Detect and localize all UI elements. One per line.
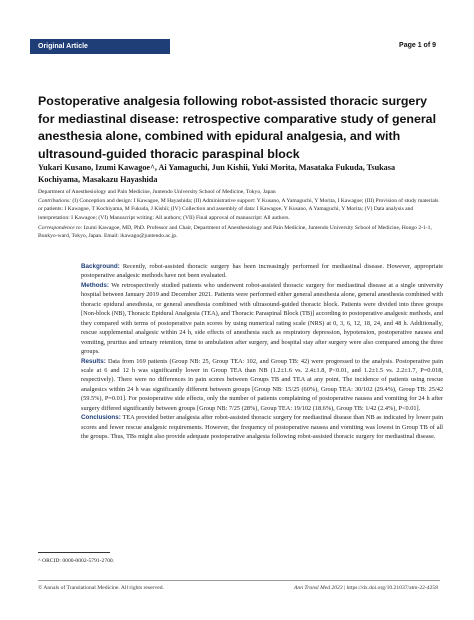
- methods-heading: Methods:: [81, 281, 109, 289]
- abstract: [81, 262, 443, 442]
- paper-title: Postoperative analgesia following robot-assisted thoracic surgery for mediastinal disease: retrospective comparative study of general anesthesia alone, combined with epidural analgesia, and with ultrasound-guided thoracic paraspinal block: [38, 94, 437, 161]
- correspondence-label: Correspondence to:: [38, 225, 83, 231]
- results-text: Data from 169 patients (Group NB: 25, Group TEA: 102, and Group TB: 42) were progressed to the analysis. Postoperative pain scale at 6 and 12 h was significantly lower in Group TEA than NB (1.2±1.6 vs. 2.4±1.8, P<0.01, and 1.2±1.5 vs. 2.2±1.7, P=0.018, respectively). There were no differences in pain scores between Groups TB and TEA at any point. The incidence of patients using rescue analgesics within 24 h was significantly different between groups [Group NB: 15/25 (60%), Group TEA: 30/102 (29.4%), Group TB: 25/42 (59.5%), P=0.01]. For postoperative side effects, only the number of patients complaining of postoperative nausea and vomiting for 24 h after surgery differed significantly between groups [Group NB: 7/25 (28%), Group TEA: 19/102 (18.6%), Group TB: 1/42 (2.4%), P<0.01].: [81, 357, 443, 412]
- background-heading: Background:: [81, 263, 120, 270]
- abstract-results: [81, 357, 443, 414]
- background-text: Recently, robot-assisted thoracic surgery has been increasingly performed for mediastinal disease. However, appropriate postoperative analgesic methods have not been evaluated.: [81, 263, 443, 280]
- doi-link[interactable]: | https://dx.doi.org/10.21037/atm-22-4258: [344, 585, 438, 591]
- author-list: Yukari Kusano, Izumi Kawagoe^, Ai Yamaguchi, Jun Kishii, Yuki Morita, Masataka Fukuda, Tsukasa Kochiyama, Masakazu Hayashida: [38, 163, 396, 184]
- journal-citation: Ann Transl Med 2023: [294, 585, 343, 591]
- conclusions-text: TEA provided better analgesia after robot-assisted thoracic surgery for mediastinal disease than NB as indicated by lower pain scores and fewer rescue analgesic requirements. However, the frequency of postoperative nausea and vomiting was lowest in Group TB of all the groups. Thus, TBs might also provide adequate postoperative analgesia following robot-assisted thoracic surgery for mediastinal disease.: [81, 414, 443, 441]
- abstract-background: [81, 262, 443, 281]
- abstract-conclusions: [81, 413, 443, 441]
- page-number: Page 1 of 9: [399, 42, 436, 49]
- contributions: [38, 197, 440, 222]
- results-heading: Results:: [81, 357, 106, 365]
- methods-text: We retrospectively studied patients who underwent robot-assisted thoracic surgery for mediastinal disease at a single university hospital between January 2019 and December 2021. Patients were performed either general anesthesia alone, general anesthesia combined with thoracic epidural anesthesia, or general anesthesia combined with ultrasound-guided thoracic block. Patients were divided into three groups [Non-block (NB), Thoracic Epidural Analgesia (TEA), and Thoracic Paraspinal Block (TB)] according to postoperative analgesic methods, and they compared with terms of postoperative pain scores by using numerical rating scale (NRS) at 0, 3, 6, 12, 18, 24, and 48 h. Additionally, rescue supplemental analgesic within 24 h, side effects of anesthesia such as respiratory depression, hypotension, postoperative nausea and vomiting, pruritus and urinary retention, time to ambulation after surgery, and hospital stay after surgery were also compared among the three groups.: [81, 281, 443, 356]
- orcid-note: ^ ORCID: 0000-0002-5791-2700.: [38, 558, 115, 564]
- contributions-label: Contributions:: [38, 198, 71, 204]
- footnote-divider: [38, 552, 110, 553]
- contributions-text: (I) Conception and design: I Kawagoe, M Hayashida; (II) Administrative support: Y Kusano, A Yamaguchi, Y Morita, I Kawagoe; (III) Provision of study materials or patients: I Kawagoe, T Kochiyama, M Fukuda, J Kishii; (IV) Collection and assembly of data: I Kawagoe, Y Kusano, A Yamaguchi, Y Morita; (V) Data analysis and interpretation: I Kawagoe; (VI) Manuscript writing: All authors; (VII) Final approval of manuscript: All authors.: [38, 198, 439, 221]
- affiliation: Department of Anesthesiology and Pain Medicine, Juntendo University School of Medicine, Tokyo, Japan: [38, 189, 276, 195]
- article-type-tag: [30, 39, 170, 54]
- correspondence-text: Izumi Kawagoe, MD, PhD. Professor and Chair, Department of Anesthesiology and Pain Medicine, Juntendo University School of Medicine, Hongo 2-1-1, Bunkyo-ward, Tokyo, Japan. Email: ikawago@juntendo.ac.jp.: [38, 225, 432, 240]
- abstract-methods: [81, 281, 443, 357]
- correspondence: [38, 224, 440, 241]
- article-type-label: Original Article: [38, 43, 88, 50]
- conclusions-heading: Conclusions:: [81, 414, 121, 422]
- footer-divider: [38, 580, 440, 581]
- citation-footer: [294, 585, 438, 591]
- copyright-notice: © Annals of Translational Medicine. All rights reserved.: [38, 585, 164, 591]
